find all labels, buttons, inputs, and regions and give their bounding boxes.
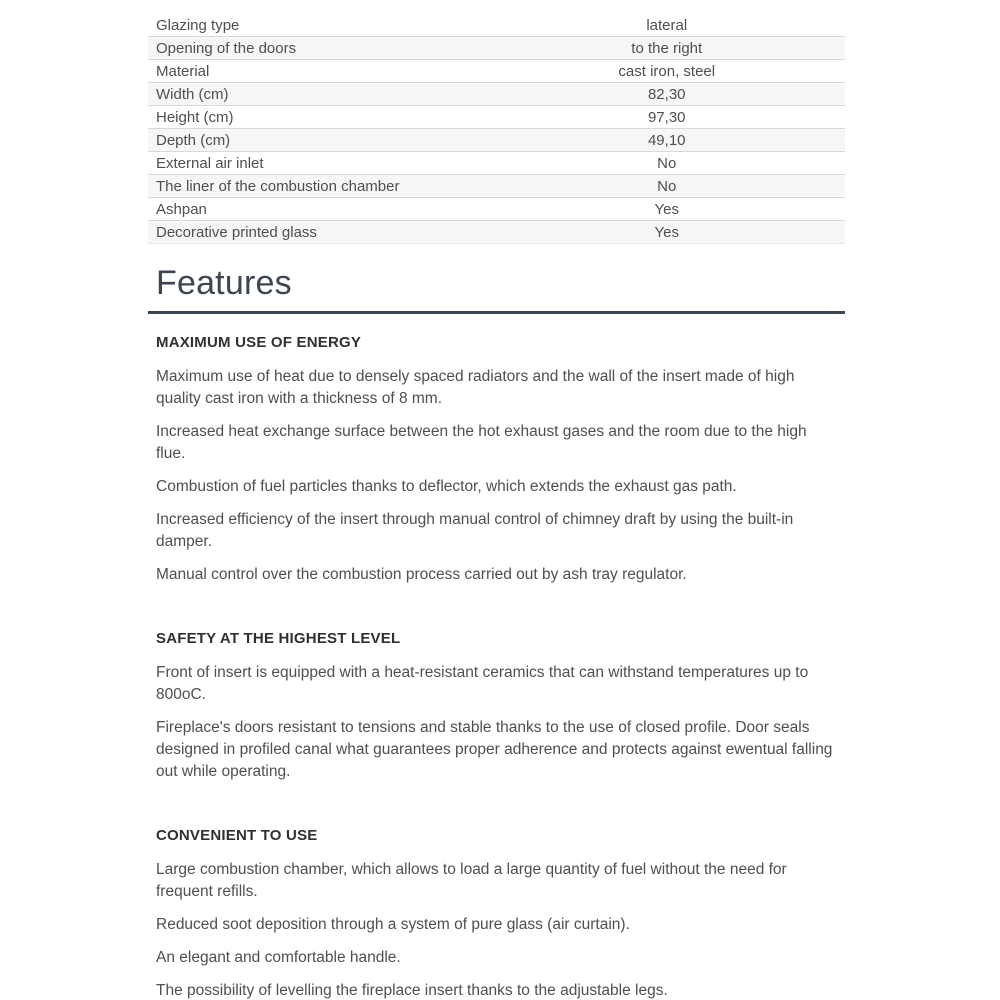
feature-paragraph: Fireplace's doors resistant to tensions and stable thanks to the use of closed profile. Door seals designed in profiled canal what guarantees proper adherence and protects against ewentual falling out while operating.	[156, 719, 833, 780]
feature-paragraph: Manual control over the combustion process carried out by ash tray regulator.	[156, 566, 687, 583]
spec-row	[148, 221, 845, 244]
spec-row	[148, 83, 845, 106]
spec-value: cast iron, steel	[618, 62, 716, 80]
spec-label: Width (cm)	[156, 85, 229, 103]
spec-value: No	[657, 177, 677, 195]
spec-row	[148, 175, 845, 198]
spec-value: Yes	[654, 200, 679, 218]
spec-label: External air inlet	[156, 154, 264, 172]
spec-value: No	[657, 154, 677, 172]
spec-label: Ashpan	[156, 200, 207, 218]
feature-paragraph: Front of insert is equipped with a heat-resistant ceramics that can withstand temperatures up to 800oC.	[156, 664, 809, 703]
feature-section	[148, 630, 845, 783]
spec-value: 82,30	[647, 85, 686, 103]
spec-label: The liner of the combustion chamber	[156, 177, 400, 195]
features-title: Features	[156, 264, 292, 302]
feature-paragraph: Maximum use of heat due to densely spaced radiators and the wall of the insert made of high quality cast iron with a thickness of 8 mm.	[156, 368, 795, 407]
spec-value: Yes	[654, 223, 679, 241]
feature-paragraph: The possibility of levelling the fireplace insert thanks to the adjustable legs.	[156, 982, 668, 999]
spec-value: lateral	[646, 16, 688, 34]
spec-label: Opening of the doors	[156, 39, 297, 57]
spec-row	[148, 106, 845, 129]
feature-section	[148, 827, 845, 1000]
feature-paragraph: Combustion of fuel particles thanks to deflector, which extends the exhaust gas path.	[156, 478, 737, 495]
feature-paragraph: Large combustion chamber, which allows to load a large quantity of fuel without the need for frequent refills.	[156, 861, 787, 900]
section-heading: CONVENIENT TO USE	[156, 827, 318, 844]
spec-label: Glazing type	[156, 16, 240, 34]
feature-paragraph: Increased efficiency of the insert through manual control of chimney draft by using the built-in damper.	[156, 511, 794, 550]
spec-label: Material	[156, 62, 210, 80]
feature-paragraph: An elegant and comfortable handle.	[156, 949, 401, 966]
spec-row	[148, 60, 845, 83]
spec-row	[148, 152, 845, 175]
spec-value: 97,30	[647, 108, 686, 126]
spec-value: to the right	[631, 39, 703, 57]
section-heading: MAXIMUM USE OF ENERGY	[156, 334, 362, 351]
spec-label: Depth (cm)	[156, 131, 231, 149]
feature-paragraph: Increased heat exchange surface between the hot exhaust gases and the room due to the high flue.	[156, 423, 807, 462]
section-heading: SAFETY AT THE HIGHEST LEVEL	[156, 630, 401, 647]
spec-row	[148, 37, 845, 60]
spec-value: 49,10	[647, 131, 686, 149]
spec-row	[148, 198, 845, 221]
spec-label: Height (cm)	[156, 108, 234, 126]
features-divider	[148, 311, 845, 314]
feature-section	[148, 334, 845, 586]
spec-row	[148, 14, 845, 37]
spec-row	[148, 129, 845, 152]
spec-table	[148, 14, 845, 244]
spec-label: Decorative printed glass	[156, 223, 317, 241]
feature-paragraph: Reduced soot deposition through a system of pure glass (air curtain).	[156, 916, 630, 933]
content-column	[148, 14, 845, 1000]
feature-sections	[148, 334, 845, 1000]
